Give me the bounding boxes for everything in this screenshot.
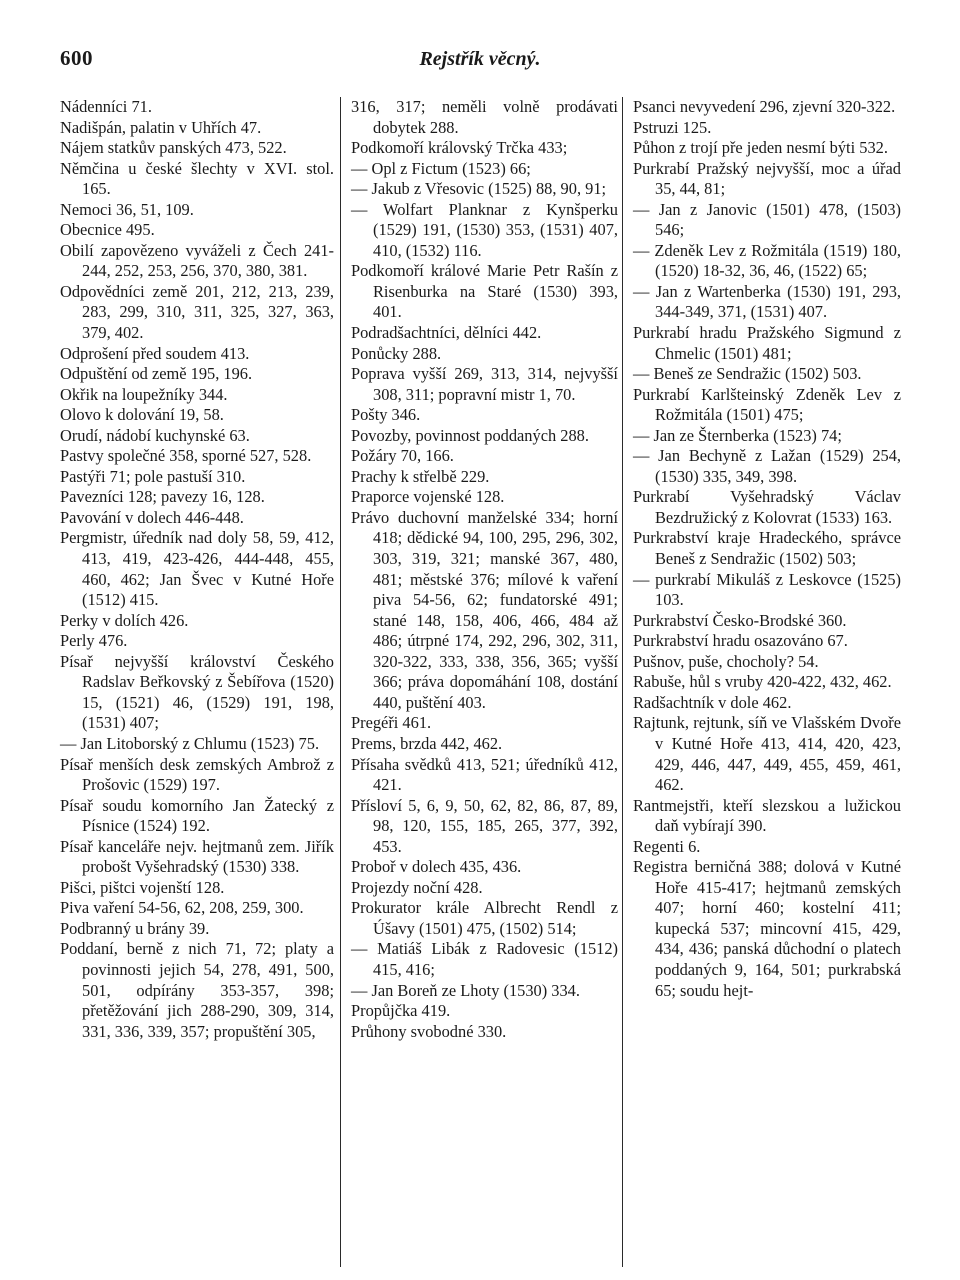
index-column-2 [345,97,620,1267]
index-entry: Odprošení před soudem 413. [60,343,250,363]
index-entry: Písař nejvyšší království Českého Radslav Beřkovský z Šebířova (1520) 15, (1521) 46, (1529) 191, 198, (1531) 407; [60,651,334,733]
index-entry: — Jakub z Vřesovic (1525) 88, 90, 91; [351,179,607,199]
index-column-3 [627,97,903,1267]
index-entry: Právo duchovní manželské 334; horní 418; dědické 94, 100, 295, 296, 302, 303, 319, 321; manské 367, 480, 481; městské 376; mílové k vaření piva 54-56, 62; fundatorské 491; stané 148, 158, 406, 466, 484 až 486; útrpné 174, 292, 296, 302, 311, 320-322, 333, 338, 356, 365; vyšší 366; práva dopomáhání 108, dostání 440, puštění 403. [351,507,618,712]
index-entry: 316, 317; neměli volně prodávati dobytek 288. [351,97,618,137]
index-entry: Pušnov, puše, chocholy? 54. [633,651,819,671]
index-entry: Orudí, nádobí kuchynské 63. [60,425,250,445]
index-entry: Pastvy společné 358, sporné 527, 528. [60,446,312,466]
index-entry: Propůjčka 419. [351,1001,451,1021]
index-entry: Pergmistr, úředník nad doly 58, 59, 412, 413, 419, 423-426, 444-448, 455, 460, 462; Jan Švec v Kutné Hoře (1512) 415. [60,528,334,610]
index-entry: Nemoci 36, 51, 109. [60,199,194,219]
index-entry: Perly 476. [60,631,128,651]
page-number: 600 [60,46,93,70]
index-entry: Poprava vyšší 269, 313, 314, nejvyšší 308, 311; popravní mistr 1, 70. [351,364,618,404]
index-entry: Pišci, pištci vojenští 128. [60,877,225,897]
index-entry: Podradšachtníci, dělníci 442. [351,323,542,343]
index-entry: Projezdy noční 428. [351,877,483,897]
index-entry: Purkrabství hradu osazováno 67. [633,631,848,651]
index-entry: Praporce vojenské 128. [351,487,505,507]
index-entry: — Jan z Wartenberka (1530) 191, 293, 344-349, 371, (1531) 407. [633,281,901,322]
index-entry: Prachy k střelbě 229. [351,466,490,486]
index-entry: Obilí zapovězeno vyváželi z Čech 241-244, 252, 253, 256, 370, 380, 381. [60,240,334,281]
index-entry: Rajtunk, rejtunk, síň ve Vlašském Dvoře v Kutné Hoře 413, 414, 420, 423, 429, 446, 447, 449, 455, 459, 461, 462. [633,713,901,795]
index-entry: Perky v dolích 426. [60,610,189,630]
index-entry: Purkrabství Česko-Brodské 360. [633,610,847,630]
index-entry: Němčina u české šlechty v XVI. stol. 165. [60,158,334,199]
index-entry: Ponůcky 288. [351,343,442,363]
index-entry: Písař kanceláře nejv. hejtmanů zem. Jiřík probošt Vyšehradský (1530) 338. [60,836,334,877]
index-entry: Okřik na loupežníky 344. [60,384,228,404]
index-entry: Poddaní, berně z nich 71, 72; platy a povinnosti jejich 54, 278, 491, 500, 501, odpírány 353-357, 398; přetěžování jich 288-290, 309, 314, 331, 336, 339, 357; propuštění 305, [60,939,334,1041]
index-entry: Pstruzi 125. [633,117,712,137]
index-entry: Pavezníci 128; pavezy 16, 128. [60,487,265,507]
index-entry: Nadišpán, palatin v Uhřích 47. [60,117,262,137]
index-entry: Přísaha svědků 413, 521; úředníků 412, 421. [351,754,618,795]
index-entry: Písař menších desk zemských Ambrož z Prošovic (1529) 197. [60,754,334,795]
index-entry: — Zdeněk Lev z Rožmitála (1519) 180, (1520) 18-32, 36, 46, (1522) 65; [633,240,901,281]
index-entry: Podkomoří královský Trčka 433; [351,138,568,158]
index-entry: Purkrabí Pražský nejvyšší, moc a úřad 35, 44, 81; [633,158,901,199]
index-entry: Registra berničná 388; dolová v Kutné Hoře 415-417; hejtmanů zemských 407; horní 460; kostelní 411; kupecká 537; mincovní 415, 429, 434, 436; panská důchodní o platech poddaných 9, 164, 501; purkrabská 65; soudu hejt- [633,857,901,1000]
index-entry: Obecnice 495. [60,220,155,240]
index-entry: Nádenníci 71. [60,97,152,116]
index-entry: Písař soudu komorního Jan Žatecký z Písnice (1524) 192. [60,795,334,836]
index-entry: Přísloví 5, 6, 9, 50, 62, 82, 86, 87, 89, 98, 120, 155, 185, 265, 377, 392, 453. [351,795,618,856]
column-divider [340,97,341,1267]
index-entry: — Wolfart Planknar z Kynšperku (1529) 191, (1530) 353, (1531) 407, 410, (1532) 116. [351,199,618,260]
index-entry: Odpovědníci země 201, 212, 213, 239, 283, 299, 310, 311, 325, 327, 363, 379, 402. [60,281,334,343]
index-entry: Purkrabí Karlšteinský Zdeněk Lev z Rožmitála (1501) 475; [633,384,901,425]
index-column-1 [60,97,336,1267]
index-entry: Purkrabí hradu Pražského Sigmund z Chmelic (1501) 481; [633,323,901,363]
index-entry: Purkrabství kraje Hradeckého, správce Beneš z Sendražic (1502) 503; [633,528,901,569]
index-entry: — Beneš ze Sendražic (1502) 503. [633,364,862,384]
index-entry: Požáry 70, 166. [351,446,454,466]
index-entry: Purkrabí Vyšehradský Václav Bezdružický z Kolovrat (1533) 163. [633,487,901,527]
running-title: Rejstřík věcný. [419,48,541,70]
index-entry: Průhony svobodné 330. [351,1021,507,1041]
index-entry: Nájem statkův panských 473, 522. [60,138,287,158]
index-entry: Pastýři 71; pole pastuší 310. [60,466,246,486]
index-entry: Radšachtník v dole 462. [633,692,792,712]
index-entry: — Jan ze Šternberka (1523) 74; [633,425,842,445]
index-entry: — purkrabí Mikuláš z Leskovce (1525) 103. [633,569,901,610]
index-entry: — Matiáš Libák z Radovesic (1512) 415, 416; [351,939,618,979]
index-entry: — Jan Litoborský z Chlumu (1523) 75. [60,733,320,753]
index-entry: Půhon z trojí pře jeden nesmí býti 532. [633,138,888,158]
index-entry: Regenti 6. [633,836,701,856]
index-entry: Podbranný u brány 39. [60,918,210,938]
index-entry: Olovo k dolování 19, 58. [60,405,224,425]
index-columns [60,97,910,1267]
index-entry: Prems, brzda 442, 462. [351,733,503,753]
index-entry: Pošty 346. [351,405,421,425]
index-entry: — Opl z Fictum (1523) 66; [351,158,531,178]
page-header [60,46,900,76]
index-entry: — Jan Boreň ze Lhoty (1530) 334. [351,980,580,1000]
column-divider [622,97,623,1267]
index-entry: Piva vaření 54-56, 62, 208, 259, 300. [60,898,304,918]
index-entry: Podkomoří králové Marie Petr Rašín z Risenburka na Staré (1530) 393, 401. [351,261,618,322]
index-entry: Proboř v dolech 435, 436. [351,857,522,877]
index-entry: Odpuštění od země 195, 196. [60,364,253,384]
index-entry: Povozby, povinnost poddaných 288. [351,425,589,445]
index-entry: Psanci nevyvedení 296, zjevní 320-322. [633,97,896,116]
index-entry: — Jan Bechyně z Lažan (1529) 254, (1530) 335, 349, 398. [633,446,901,486]
index-entry: Rabuše, hůl s vruby 420-422, 432, 462. [633,672,892,692]
index-entry: Pregéři 461. [351,713,432,733]
index-entry: Prokurator krále Albrecht Rendl z Úšavy (1501) 475, (1502) 514; [351,898,618,938]
index-entry: — Jan z Janovic (1501) 478, (1503) 546; [633,199,901,240]
index-entry: Pavování v dolech 446-448. [60,507,244,527]
index-entry: Rantmejstři, kteří slezskou a lužickou daň vybírají 390. [633,795,901,836]
